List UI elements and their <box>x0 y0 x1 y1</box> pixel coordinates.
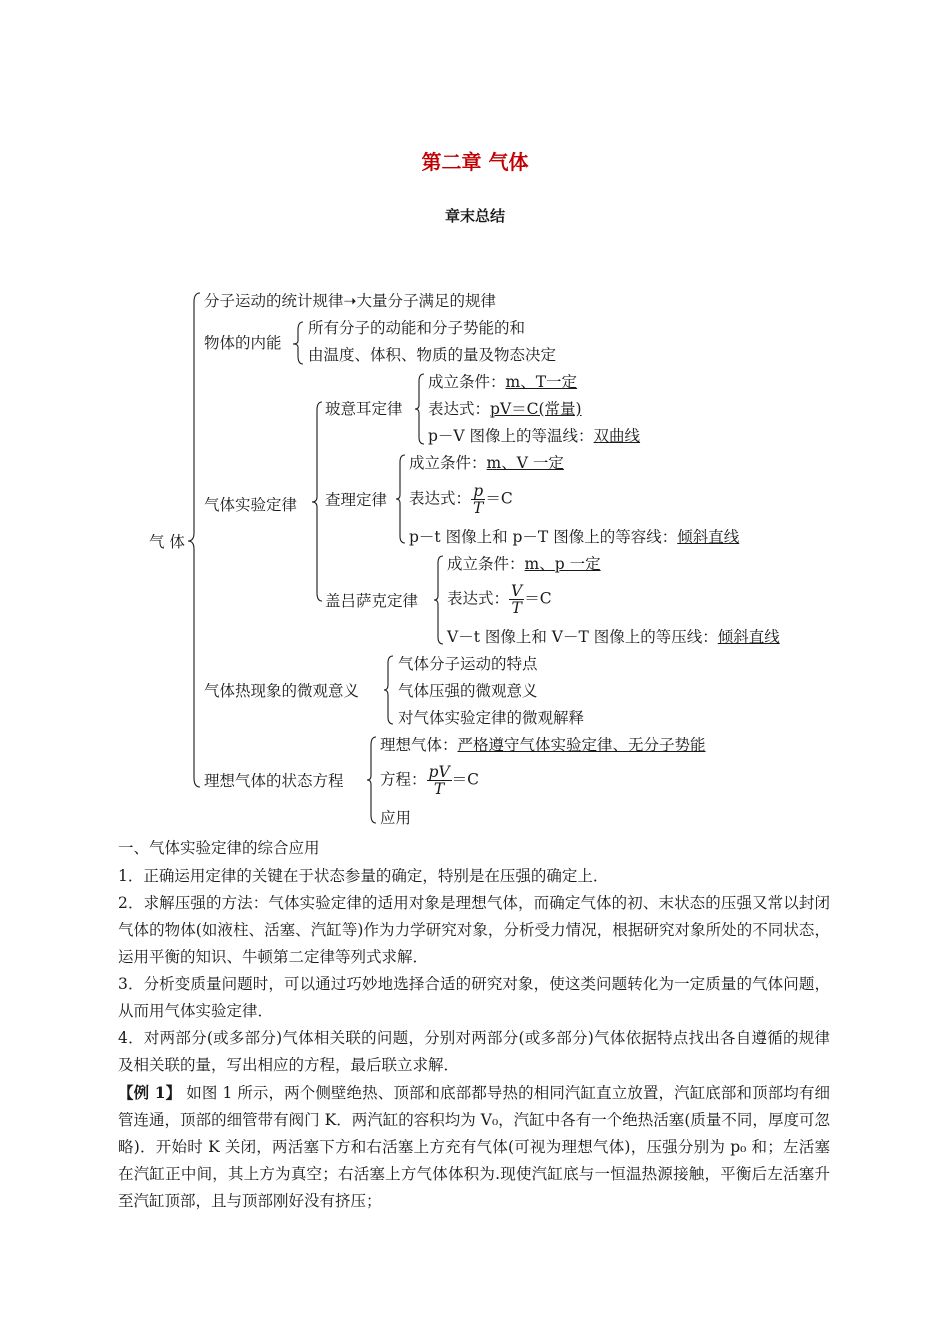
micro-item-2: 气体压强的微观意义 <box>398 682 538 700</box>
paragraph-4: 4．对两部分(或多部分)气体相关联的问题，分别对两部分(或多部分)气体依据特点找出各自遵循的规律及相关联的量，写出相应的方程，最后联立求解． <box>118 1029 830 1074</box>
charles-fraction: $\frac{p}{T}$ <box>473 482 484 517</box>
example-tag: 【例 1】 <box>118 1083 182 1102</box>
charles-expression: 表达式： $\frac{p}{T}$ ＝C <box>409 482 513 517</box>
charles-condition: 成立条件：m、V 一定 <box>409 454 564 472</box>
section-subtitle: 章末总结 <box>444 207 505 225</box>
paragraph-1: 1．正确运用定律的关键在于状态参量的确定，特别是在压强的确定上． <box>118 867 609 885</box>
gay-lussac-graph: V－t 图像上和 V－T 图像上的等压线：倾斜直线 <box>447 628 780 646</box>
ideal-gas-application: 应用 <box>380 809 412 827</box>
ideal-gas-fraction: $\frac{pV}{T}$ <box>428 763 450 798</box>
example-1 <box>118 1079 830 1215</box>
charles-graph: p－t 图像上和 p－T 图像上的等容线：倾斜直线 <box>409 528 740 546</box>
micro-item-1: 气体分子运动的特点 <box>398 655 538 673</box>
ideal-gas-equation: 方程： $\frac{pV}{T}$ ＝C <box>380 763 480 798</box>
boyle-graph: p－V 图像上的等温线：双曲线 <box>428 427 641 445</box>
charles-law: 查理定律 <box>325 491 388 509</box>
gay-lussac-expression: 表达式： $\frac{V}{T}$ ＝C <box>447 582 552 617</box>
section-heading: 一、气体实验定律的综合应用 <box>118 839 320 857</box>
paragraph-2: 2．求解压强的方法：气体实验定律的适用对象是理想气体，而确定气体的初、末状态的压强又常以封闭气体的物体(如液柱、活塞、汽缸等)作为力学研究对象，分析受力情况，根据研究对象所处的不同状态，运用平衡的知识、牛顿第二定律等列式求解． <box>118 894 830 966</box>
gay-lussac-law: 盖吕萨克定律 <box>325 592 419 610</box>
internal-energy-def: 所有分子的动能和分子势能的和 <box>308 319 526 337</box>
ideal-gas-def: 理想气体：严格遵守气体实验定律、无分子势能 <box>380 736 706 754</box>
paragraph-3: 3．分析变质量问题时，可以通过巧妙地选择合适的研究对象，使这类问题转化为一定质量的气体问题，从而用气体实验定律． <box>118 975 830 1020</box>
boyle-condition: 成立条件：m、T一定 <box>428 373 578 391</box>
boyle-expression: 表达式：pV＝C(常量) <box>428 400 582 418</box>
branch-micro-meaning: 气体热现象的微观意义 <box>204 682 360 700</box>
boyle-law: 玻意耳定律 <box>325 400 403 418</box>
branch-internal-energy: 物体的内能 <box>204 334 282 352</box>
branch-ideal-gas: 理想气体的状态方程 <box>204 772 344 790</box>
branch-gas-laws: 气体实验定律 <box>204 496 298 514</box>
example-text: 如图 1 所示，两个侧壁绝热、顶部和底部都导热的相同汽缸直立放置，汽缸底部和顶部均有细管连通，顶部的细管带有阀门 K．两汽缸的容积均为 V₀，汽缸中各有一个绝热活塞(质量不同，厚度可忽略)．开始时 K 关闭，两活塞下方和右活塞上方充有气体(可视为理想气体)，压强分别为 p₀ 和；左活塞在汽缸正中间，其上方为真空；右活塞上方气体体积为.现使汽缸底与一恒温热源接触，平衡后左活塞升至汽缸顶部，且与顶部刚好没有挤压； <box>118 1084 830 1210</box>
gay-lussac-condition: 成立条件：m、p 一定 <box>447 555 601 573</box>
tree-root: 气 体 <box>149 533 185 551</box>
branch-statistics: 分子运动的统计规律➝大量分子满足的规律 <box>204 292 496 310</box>
micro-item-3: 对气体实验定律的微观解释 <box>398 709 585 727</box>
internal-energy-factors: 由温度、体积、物质的量及物态决定 <box>308 346 557 364</box>
chapter-title: 第二章 气体 <box>421 150 529 174</box>
gay-lussac-fraction: $\frac{V}{T}$ <box>511 582 523 617</box>
